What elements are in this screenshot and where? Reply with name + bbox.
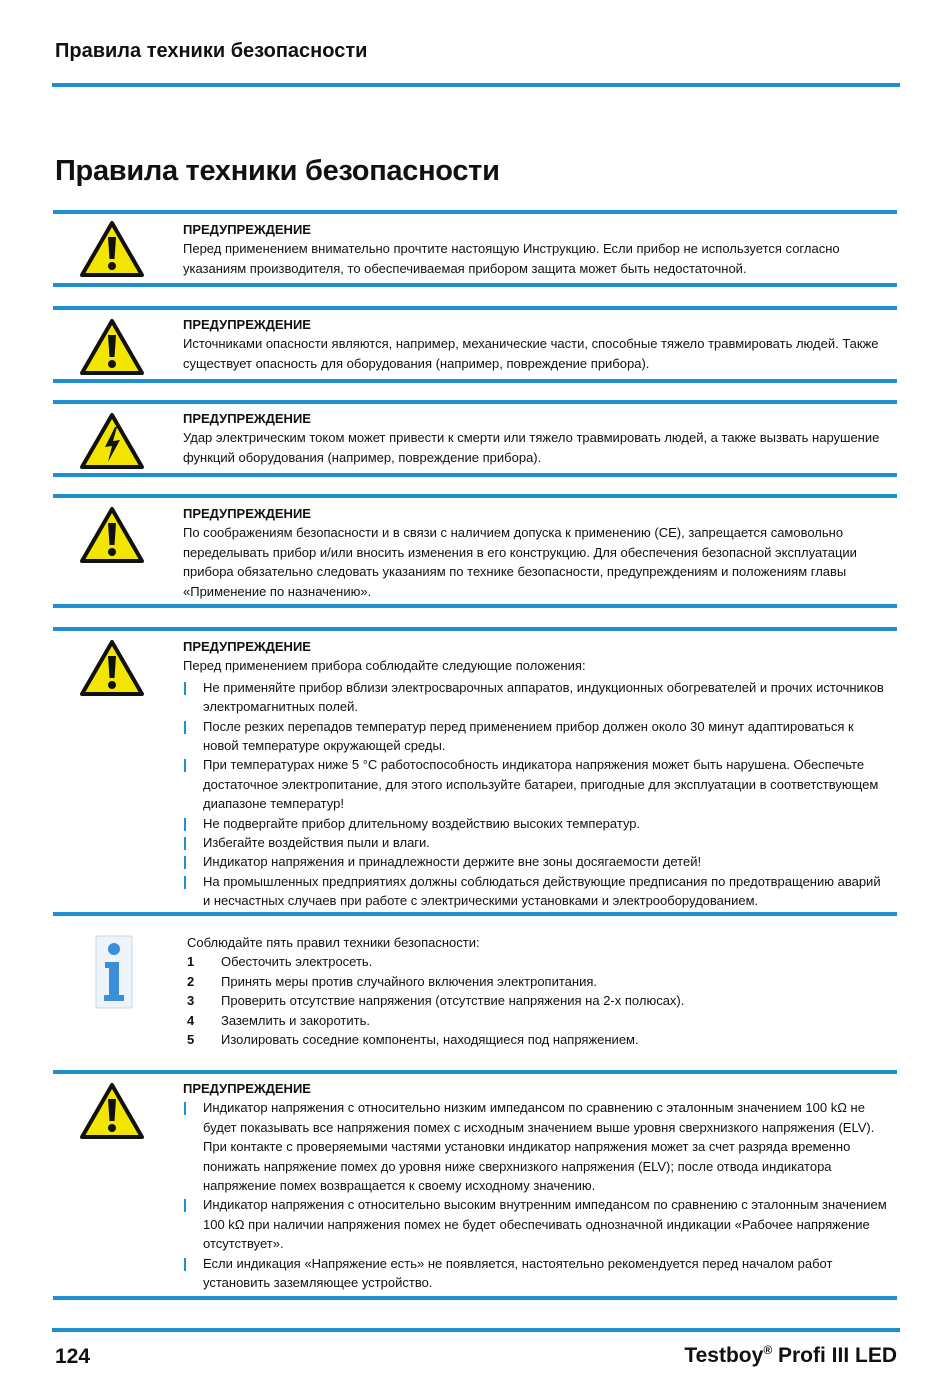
product-name: Testboy® Profi III LED bbox=[684, 1343, 897, 1367]
warning-intro: Перед применением прибора соблюдайте следующие положения: bbox=[183, 658, 586, 674]
list-item: На промышленных предприятиях должны соблюдаться действующие предписания по предотвращению аварий и несчастных случаев при работе с электрическими установками и электрооборудованием. bbox=[183, 872, 891, 911]
list-item: Индикатор напряжения с относительно высоким внутренним импедансом по сравнению с эталонным значением 100 kΩ при наличии напряжения помех не будет обеспечивать однозначной индикации «Рабочее напряжение отсутствует». bbox=[183, 1195, 891, 1253]
warning-label: ПРЕДУПРЕЖДЕНИЕ bbox=[183, 639, 311, 654]
warning-block-4 bbox=[53, 494, 897, 608]
list-item: Если индикация «Напряжение есть» не появляется, настоятельно рекомендуется перед началом работ установить заземляющее устройство. bbox=[183, 1254, 891, 1293]
warning-label: ПРЕДУПРЕЖДЕНИЕ bbox=[183, 411, 311, 426]
page-number: 124 bbox=[55, 1345, 91, 1368]
header-title: Правила техники безопасности bbox=[55, 40, 368, 62]
electric-shock-icon bbox=[79, 412, 145, 470]
list-item: После резких перепадов температур перед применением прибор должен около 30 минут адаптироваться к новой температуре окружающей среды. bbox=[183, 717, 891, 756]
safety-rules-list bbox=[187, 952, 891, 1049]
list-item: Не подвергайте прибор длительному воздействию высоких температур. bbox=[183, 814, 891, 833]
warning-triangle-icon bbox=[79, 506, 145, 564]
warning-bullet-list bbox=[183, 1098, 891, 1292]
warning-block-3 bbox=[53, 400, 897, 477]
list-item: Не применяйте прибор вблизи электросварочных аппаратов, индукционных обогревателей и прочих источников электромагнитных полей. bbox=[183, 678, 891, 717]
warning-block-5 bbox=[53, 627, 897, 916]
warning-block-1 bbox=[53, 210, 897, 287]
warning-block-7 bbox=[53, 1070, 897, 1300]
list-item: 5 Изолировать соседние компоненты, находящиеся под напряжением. bbox=[187, 1032, 639, 1048]
list-item: 3 Проверить отсутствие напряжения (отсутствие напряжения на 2-х полюсах). bbox=[187, 993, 685, 1009]
warning-block-2 bbox=[53, 306, 897, 383]
page-heading: Правила техники безопасности bbox=[55, 155, 500, 187]
info-intro: Соблюдайте пять правил техники безопасности: bbox=[187, 935, 480, 950]
list-item: При температурах ниже 5 °C работоспособность индикатора напряжения может быть нарушена. Обеспечьте достаточное электропитание, для этого используйте батареи, пригодные для эксплуатации в соответствующем диапазоне температур! bbox=[183, 755, 891, 813]
header-divider bbox=[52, 83, 900, 87]
info-icon bbox=[95, 935, 133, 1014]
warning-triangle-icon bbox=[79, 1082, 145, 1140]
warning-bullet-list bbox=[183, 678, 891, 911]
list-item: Индикатор напряжения с относительно низким импедансом по сравнению с эталонным значением 100 kΩ не будет показывать все напряжения помех с исходным значением выше уровня сверхнизкого напряжения (ELV). При контакте с проверяемыми частями установки индикатор напряжения может за счет разряда временно понижать напряжение помех до уровня ниже сверхнизкого напряжения (ELV); после отвода индикатора напряжение помех возвращается к своему исходному значению. bbox=[183, 1098, 891, 1195]
warning-text: Удар электрическим током может привести к смерти или тяжело травмировать людей, а также вызвать нарушение функций оборудования (например, повреждение прибора). bbox=[183, 430, 880, 465]
warning-label: ПРЕДУПРЕЖДЕНИЕ bbox=[183, 1081, 311, 1096]
list-item: 1 Обесточить электросеть. bbox=[187, 954, 373, 970]
warning-label: ПРЕДУПРЕЖДЕНИЕ bbox=[183, 506, 311, 521]
list-item: Избегайте воздействия пыли и влаги. bbox=[183, 833, 891, 852]
warning-text: Перед применением внимательно прочтите настоящую Инструкцию. Если прибор не используется согласно указаниям производителя, то обеспечиваемая прибором защита может быть недостаточной. bbox=[183, 241, 840, 276]
list-item: 2 Принять меры против случайного включения электропитания. bbox=[187, 973, 597, 989]
warning-text: Источниками опасности являются, например, механические части, способные тяжело травмировать людей. Также существует опасность для оборудования (например, повреждение прибора). bbox=[183, 336, 879, 371]
warning-triangle-icon bbox=[79, 639, 145, 697]
warning-triangle-icon bbox=[79, 318, 145, 376]
info-block bbox=[53, 930, 897, 1060]
warning-label: ПРЕДУПРЕЖДЕНИЕ bbox=[183, 222, 311, 237]
warning-triangle-icon bbox=[79, 220, 145, 278]
list-item: 4 Заземлить и закоротить. bbox=[187, 1012, 370, 1028]
warning-label: ПРЕДУПРЕЖДЕНИЕ bbox=[183, 317, 311, 332]
footer-divider bbox=[52, 1328, 900, 1332]
warning-text: По соображениям безопасности и в связи с наличием допуска к применению (CE), запрещается самовольно переделывать прибор и/или вносить изменения в его конструкцию. Для обеспечения безопасной эксплуатации прибора обязательно следовать указаниям по технике безопасности, предупреждениям и положениям главы «Применение по назначению». bbox=[183, 525, 857, 599]
list-item: Индикатор напряжения и принадлежности держите вне зоны досягаемости детей! bbox=[183, 852, 891, 871]
